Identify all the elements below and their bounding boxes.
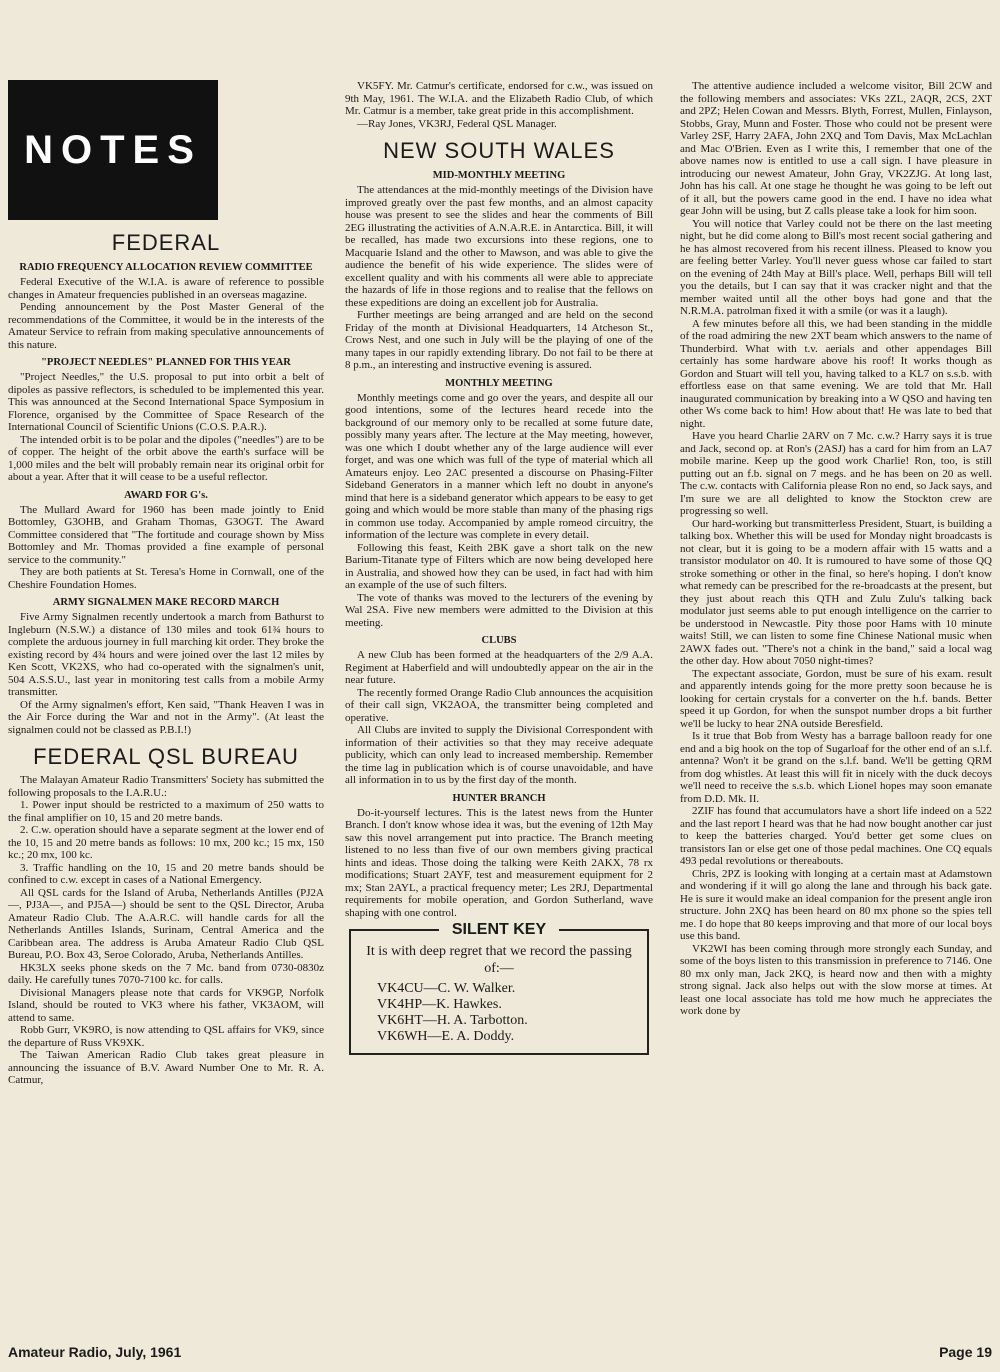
- silent-key-box: [349, 921, 649, 1055]
- article-paragraph: The attendances at the mid-monthly meetings of the Division have improved greatly over the past few months, and an almost capacity house was present to see the slides and hear the comments of Bill 2EG illustrating the activities of A.N.A.R.E. in Antarctica. Bill, it will be recalled, has made two excursions into these regions, one to Macquarie Island and the other to Mawson, and was able to give the audience the benefit of his wide experience. The slides were of excellent quality and with his comments all were able to appreciate the hazards of life in those regions and to realise that the fellows on these expeditions are doing an excellent job for Australia.: [345, 184, 653, 309]
- section-heading: FEDERAL: [111, 230, 221, 255]
- subsection-heading: RADIO FREQUENCY ALLOCATION REVIEW COMMITTEE: [19, 262, 313, 273]
- section-heading: FEDERAL QSL BUREAU: [33, 744, 299, 769]
- article-paragraph: The recently formed Orange Radio Club announces the acquisition of their call sign, VK2AOA, the transmitter being completed and operative.: [345, 686, 653, 724]
- page-footer: [8, 1344, 992, 1360]
- section-heading: NEW SOUTH WALES: [383, 138, 615, 163]
- article-paragraph: All QSL cards for the Island of Aruba, Netherlands Antilles (PJ2A—, PJ3A—, and PJ5A—) should be sent to the QSL Director, Aruba Amateur Radio Club. The A.A.R.C. will handle cards for all the Netherlands Antilles Islands, Surinam, Central America and the Caribbean area. The address is Aruba Amateur Radio Club QSL Bureau, P.O. Box 43, Seroe Colorado, Aruba, Netherlands Antilles.: [8, 886, 324, 961]
- article-paragraph: VK2WI has been coming through more strongly each Sunday, and some of the boys listen to this transmission in preference to 7146. One 80 mx only man, Jack 2KQ, is heard now and then with a mighty strong signal. Jack also helps out with the slow morse at times. At least one local associate has told me how much he appreciates the work done by: [680, 942, 992, 1017]
- article-paragraph: The expectant associate, Gordon, must be sure of his exam. result and apparently intends going for the more pretty soon because he is looking for certain crystals for a converter on the h.f. bands. Better speed it up Gordon, for when the sunspot number drops a bit further we'll be lucky to hear 2NA outside Beresfield.: [680, 667, 992, 730]
- article-paragraph: Is it true that Bob from Westy has a barrage balloon ready for one end and a big hook on the top of Sugarloaf for the other end of an s.l.f. antenna? Won't it be grand on the s.l.f. band. We'll be getting QRM from dog whistles. At least this will fit in nicely with the duck decoys we'll need to receive the s.s.b. which Lionel hopes may soon emanate from D.D. Mk. II.: [680, 730, 992, 805]
- column-right: [680, 80, 992, 1338]
- subsection-heading: "PROJECT NEEDLES" PLANNED FOR THIS YEAR: [41, 357, 291, 368]
- subsection-heading: MID-MONTHLY MEETING: [432, 170, 566, 181]
- article-paragraph: The Malayan Amateur Radio Transmitters' Society has submitted the following proposals to the I.A.R.U.:: [8, 774, 324, 799]
- article-paragraph: Have you heard Charlie 2ARV on 7 Mc. c.w.? Harry says it is true and Jack, second op. at Ron's (2ASJ) has a card for him from an LA7 mobile marine. Keep up the good work Charlie! Ron, too, is still putting out an f.b. signal on 7 megs. and he has been on 20 as well. The c.w. contacts with California please Ron no end, so Jack says, and I'm sure we are all delighted to know the Stockton crew are progressing so well.: [680, 430, 992, 517]
- article-paragraph: 1. Power input should be restricted to a maximum of 250 watts to the final amplifier on 10, 15 and 20 metre bands.: [8, 799, 324, 824]
- article-paragraph: "Project Needles," the U.S. proposal to put into orbit a belt of dipoles as passive reflectors, is scheduled to be implemented this year. This was announced at the Second International Space Symposium in Florence, organised by the Committee of Space Research of the International Council of Scientific Unions (C.O.S. P.A.R.).: [8, 371, 324, 433]
- article-paragraph: A new Club has been formed at the headquarters of the 2/9 A.A. Regiment at Haberfield and will undoubtedly appear on the air in the near future.: [345, 649, 653, 686]
- footer-publication: Amateur Radio, July, 1961: [8, 1344, 182, 1360]
- article-paragraph: The attentive audience included a welcome visitor, Bill 2CW and the following members and associates: VKs 2ZL, 2AQR, 2CS, 2XT and 2PZ; Helen Cowan and Messrs. Blyth, Forrest, Mullen, Finlayson, Stobbs, Gray, Munn and Foster. Those who could not be present were Varley 2SF, Harry 2AFA, John 2XQ and Tom Davis, Max McLachlan and Mac O'Brien. Even as I write this, I remember that one of the above names now is entitled to use a call sign. I have pleasure in introducing our newest Amateur, John Gray, VK2ZJG. At long last, John has his call. At one stage he thought he was going to be left out of it all, but the powers came good in the end. I have no idea what gear John will be using, but Z calls please take a look for him soon.: [680, 80, 992, 217]
- silent-key-title: SILENT KEY: [439, 921, 559, 939]
- column-left: [8, 80, 324, 1338]
- article-paragraph: The Taiwan American Radio Club takes great pleasure in announcing the issuance of B.V. Award Number One to Mr. R. A. Catmur,: [8, 1049, 324, 1086]
- silent-key-entry: VK4CU—C. W. Walker.: [377, 981, 516, 996]
- subsection-heading: HUNTER BRANCH: [452, 792, 546, 804]
- article-paragraph: Of the Army signalmen's effort, Ken said, "Thank Heaven I was in the Air Force during the War and not in the Army". (At least the signalmen could not be classed as P.B.I.!): [8, 698, 324, 736]
- footer-page-number: Page 19: [939, 1344, 992, 1360]
- column-middle: [345, 80, 653, 1338]
- article-paragraph: 2ZIF has found that accumulators have a short life indeed on a 522 and the last report I heard was that he had now bought another car just to keep the batteries charged. You'd better get some clues on transistors Ian or else get one of those pedal machines. One CQ equals 493 pedal revolutions or thereabouts.: [680, 805, 992, 867]
- subsection-heading: MONTHLY MEETING: [445, 377, 553, 389]
- subsection-heading: ARMY SIGNALMEN MAKE RECORD MARCH: [52, 597, 280, 608]
- subsection-heading: CLUBS: [481, 635, 517, 646]
- article-paragraph: HK3LX seeks phone skeds on the 7 Mc. band from 0730-0830z daily. He carefully tunes 7070-7100 kc. for calls.: [8, 961, 324, 986]
- article-paragraph: All Clubs are invited to supply the Divisional Correspondent with information of their activities so that they may receive adequate publicity, which can only lead to increased membership. Remember the time lag in publication which is of course unavoidable, and have all information in to us by the first day of the month.: [345, 724, 653, 786]
- article-paragraph: You will notice that Varley could not be there on the last meeting night, but he did come along to Bill's most recent social gathering and he has almost recovered from his recent illness. Pleased to know you are feeling better Varley. You'll never guess whose car failed to start on the evening of 24th May at Bill's place. Well, perhaps Bill will tell you the details, but I can say that it was cracker night and that the member waited until all the other boys had gone and that the N.R.M.A. patrolman fixed it with a smile (or was it a laugh).: [680, 217, 992, 317]
- article-paragraph: The Mullard Award for 1960 has been made jointly to Enid Bottomley, G3OHB, and Graham Thomas, G3OGT. The Award Committee considered that "The fortitude and courage shown by Miss Bottomley and Mr. Thomas provided a fine example of personal service to the community.": [8, 503, 324, 566]
- article-paragraph: —Ray Jones, VK3RJ, Federal QSL Manager.: [357, 117, 557, 130]
- article-paragraph: Our hard-working but transmitterless President, Stuart, is building a talking box. Whether this will be used for Monday night broadcasts is not clear, but it is going to be a modern affair with 15 watts and a transistor modulator on 40. It is rumoured to have some of those QQ stroke something or other in the final, so here's hoping. I don't know what remedy can be prescribed for the re-broadcasts at the present, but they just about reach this QTH and Zulu Zulu's talking back modulator just seems able to put enough intelligence on the carrier to be understood in Newcastle. Pity those poor Hams with 10 minute waits! Still, we can listen to some fine Chinese National music when 2AWX fades out. "There's not a chink in the band," said a local wag the other day. How about 7050 night-times?: [680, 517, 992, 667]
- article-paragraph: 2. C.w. operation should have a separate segment at the lower end of the 10, 15 and 20 metre bands as follows: 10 mx, 200 kc.; 15 mx, 150 kc.; 20 mx, 100 kc.: [8, 824, 324, 861]
- silent-key-entry: VK6WH—E. A. Doddy.: [377, 1029, 515, 1044]
- article-paragraph: VK5FY. Mr. Catmur's certificate, endorsed for c.w., was issued on 9th May, 1961. The W.I.A. and the Elizabeth Radio Club, of which Mr. Catmur is a member, take great pride in this accomplishment.: [345, 80, 653, 117]
- notes-banner: NOTES: [8, 80, 218, 220]
- article-paragraph: 3. Traffic handling on the 10, 15 and 20 metre bands should be confined to c.w. except in cases of a National Emergency.: [8, 861, 324, 886]
- silent-key-entry: VK4HP—K. Hawkes.: [377, 997, 502, 1012]
- article-paragraph: Pending announcement by the Post Master General of the recommendations of the Committee, it would be in the interests of the Amateur Service to refrain from making speculative announcements of this nature.: [8, 301, 324, 351]
- article-paragraph: The vote of thanks was moved to the lecturers of the evening by Wal 2SA. Five new members were admitted to the Division at this meeting.: [345, 591, 653, 629]
- silent-key-entry: VK6HT—H. A. Tarbotton.: [377, 1013, 528, 1028]
- article-paragraph: They are both patients at St. Teresa's Home in Cornwall, one of the Cheshire Foundation Homes.: [8, 566, 324, 591]
- article-paragraph: Monthly meetings come and go over the years, and despite all our good intentions, some of the lectures heard recede into the background of our memory only to be recalled at some future date, possibly many years after. The lecture at the May meeting, however, was one which I doubt whether any of the large audience will ever forget, and was one which was full of the type of material which all Amateurs enjoy. Leo 2AC presented a discourse on Phasing-Filter Sideband Generators in a manner which left no doubt in anyone's mind that here is a sideband generator which appears to be easy to get going and which would be more stable than many of the phasing rigs in common use today. Accompanied by ample romeod circuitry, the information of the lecture was complete in every detail.: [345, 391, 653, 541]
- article-paragraph: A few minutes before all this, we had been standing in the middle of the road admiring the new 2XT beam which answers to the name of Thunderbird. What with t.v. aerials and other appendages Bill certainly has some hardware above his roof! It works though as Gordon and Stuart will tell you, having talked to a KL7 on s.s.b. with effortless ease on that same evening. We are told that Mr. Hall inaugurated communication by breaking into a W QSO and having ten other Ws come back to him! How about that! He was late to bed that night.: [680, 317, 992, 430]
- article-paragraph: Further meetings are being arranged and are held on the second Friday of the month at Divisional Headquarters, 14 Atcheson St., Crows Nest, and one such in July will be the playing of one of the many tapes in our rapidly extending library. Do not fail to be there at 8 p.m., an interesting and instructive evening is assured.: [345, 309, 653, 371]
- article-paragraph: Five Army Signalmen recently undertook a march from Bathurst to Ingleburn (N.S.W.) a distance of 130 miles and took 61¾ hours to complete the arduous journey in full marching kit order. They broke the existing record by 4¾ hours and were joined over the last 12 miles by Ken Scott, VK2XS, who had co-operated with the signalmen's unit, 504 A.S.S.U., last year in monitoring test calls from a mobile Army transmitter.: [8, 611, 324, 698]
- article-paragraph: Chris, 2PZ is looking with longing at a certain mast at Adamstown and wondering if it will go along the lane and through his back gate. He is sure it would make an ideal companion for the present angle iron structure. John 2XQ has been heard on 80 mx phone so the spies tell me. I do hope that 80 keeps improving and that more of our local boys use this band.: [680, 867, 992, 942]
- article-paragraph: The intended orbit is to be polar and the dipoles ("needles") are to be of copper. The height of the orbit above the earth's surface will be 1,000 miles and the belt will probably remain near its original orbit for about a year. After that it will cease to be a useful reflector.: [8, 433, 324, 483]
- article-paragraph: Do-it-yourself lectures. This is the latest news from the Hunter Branch. I don't know whose idea it was, but the evening of 12th May saw this novel arrangement put into practice. The Branch meeting listened to no less than five of our own members giving practical hints and ideas. Those doing the talking were Keith 2AKX, 78 rx modifications; Stuart 2AYF, test and measurement equipment for 2 mx; Stan 2AYL, a practical frequency meter; Les 2RJ, Departmental requirements for mobile operation, and Gordon Sutherland, wave shaping with one control.: [345, 806, 653, 919]
- article-paragraph: Following this feast, Keith 2BK gave a short talk on the new Barium-Titanate type of Filters which are now being developed here in Australia, and showed how they can be used, in fact had with him an example of the use of such filters.: [345, 541, 653, 591]
- silent-key-intro: It is with deep regret that we record the passing of:—: [366, 944, 632, 976]
- subsection-heading: AWARD FOR G's.: [124, 489, 208, 501]
- article-paragraph: Federal Executive of the W.I.A. is aware of reference to possible changes in Amateur frequencies published in an overseas magazine.: [8, 276, 324, 301]
- article-paragraph: Robb Gurr, VK9RO, is now attending to QSL affairs for VK9, since the departure of Russ VK9XK.: [8, 1024, 324, 1049]
- article-paragraph: Divisional Managers please note that cards for VK9GP, Norfolk Island, should be routed to VK3 where his father, VK3AOM, will attend to same.: [8, 986, 324, 1024]
